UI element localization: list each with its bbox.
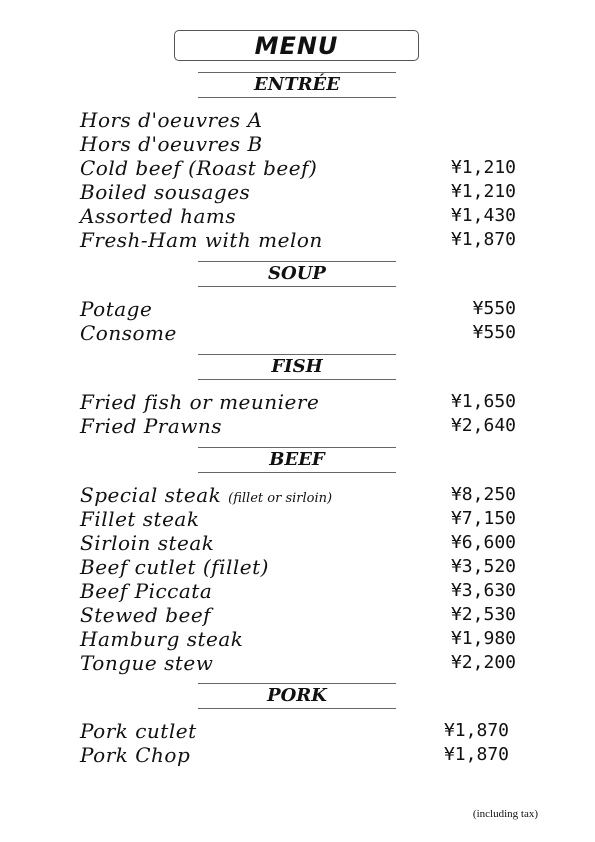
item-list-pork: [0, 719, 595, 767]
menu-item: [0, 390, 595, 414]
section-entree: [0, 72, 595, 252]
section-heading-soup: SOUP: [198, 261, 396, 287]
menu-item: [0, 414, 595, 438]
item-price: ¥550: [472, 322, 516, 343]
item-name: Assorted hams: [80, 204, 237, 228]
item-price: ¥1,870: [443, 720, 509, 741]
item-list-fish: [0, 390, 595, 438]
menu-item: [0, 180, 595, 204]
item-name: Stewed beef: [80, 603, 212, 627]
menu-item: [0, 483, 595, 507]
item-name: Potage: [80, 297, 153, 321]
menu-item: [0, 719, 595, 743]
item-name: Beef cutlet (fillet): [80, 555, 269, 579]
item-price: ¥1,210: [450, 157, 516, 178]
section-pork: [0, 683, 595, 767]
menu-item: [0, 132, 595, 156]
menu-item: [0, 531, 595, 555]
menu-item: [0, 228, 595, 252]
item-price: ¥3,520: [450, 556, 516, 577]
item-price: ¥2,530: [450, 604, 516, 625]
section-heading-beef: BEEF: [198, 447, 396, 473]
item-name: Sirloin steak: [80, 531, 215, 555]
menu-item: [0, 743, 595, 767]
section-heading-entree: ENTRÉE: [198, 72, 396, 98]
item-price: ¥1,430: [450, 205, 516, 226]
item-name: Hors d'oeuvres A: [80, 108, 263, 132]
item-price: ¥1,210: [450, 181, 516, 202]
item-name: Fresh-Ham with melon: [80, 228, 323, 252]
item-name: Hamburg steak: [80, 627, 244, 651]
item-list-beef: [0, 483, 595, 675]
item-name: Boiled sousages: [80, 180, 251, 204]
item-price: ¥1,980: [450, 628, 516, 649]
item-name: Hors d'oeuvres B: [80, 132, 263, 156]
section-soup: [0, 261, 595, 345]
tax-note: (including tax): [472, 808, 538, 820]
item-list-soup: [0, 297, 595, 345]
item-price: ¥1,650: [450, 391, 516, 412]
item-note: (fillet or sirloin): [228, 491, 333, 506]
item-price: ¥1,870: [443, 744, 509, 765]
menu-item: [0, 108, 595, 132]
item-name: Cold beef (Roast beef): [80, 156, 318, 180]
menu-item: [0, 627, 595, 651]
menu-item: [0, 297, 595, 321]
item-name: Beef Piccata: [80, 579, 213, 603]
menu-item: [0, 579, 595, 603]
menu-title-box: [174, 30, 419, 61]
menu-item: [0, 555, 595, 579]
item-price: ¥6,600: [450, 532, 516, 553]
item-name: Pork Chop: [80, 743, 191, 767]
item-price: ¥7,150: [450, 508, 516, 529]
item-name: Tongue stew: [80, 651, 214, 675]
item-list-entree: [0, 108, 595, 252]
item-name: Fried Prawns: [80, 414, 223, 438]
menu-item: [0, 204, 595, 228]
item-name: Special steak (fillet or sirloin): [80, 483, 333, 507]
menu-title: MENU: [254, 32, 339, 60]
item-name: Fillet steak: [80, 507, 200, 531]
item-name: Pork cutlet: [80, 719, 197, 743]
section-fish: [0, 354, 595, 438]
item-name: Consome: [80, 321, 177, 345]
menu-item: [0, 156, 595, 180]
section-heading-pork: PORK: [198, 683, 396, 709]
menu-item: [0, 321, 595, 345]
item-price: ¥2,640: [450, 415, 516, 436]
item-price: ¥8,250: [450, 484, 516, 505]
menu-item: [0, 603, 595, 627]
menu-item: [0, 651, 595, 675]
item-price: ¥1,870: [450, 229, 516, 250]
item-price: ¥2,200: [450, 652, 516, 673]
item-name: Fried fish or meuniere: [80, 390, 320, 414]
section-beef: [0, 447, 595, 675]
item-price: ¥550: [472, 298, 516, 319]
section-heading-fish: FISH: [198, 354, 396, 380]
item-price: ¥3,630: [450, 580, 516, 601]
menu-item: [0, 507, 595, 531]
